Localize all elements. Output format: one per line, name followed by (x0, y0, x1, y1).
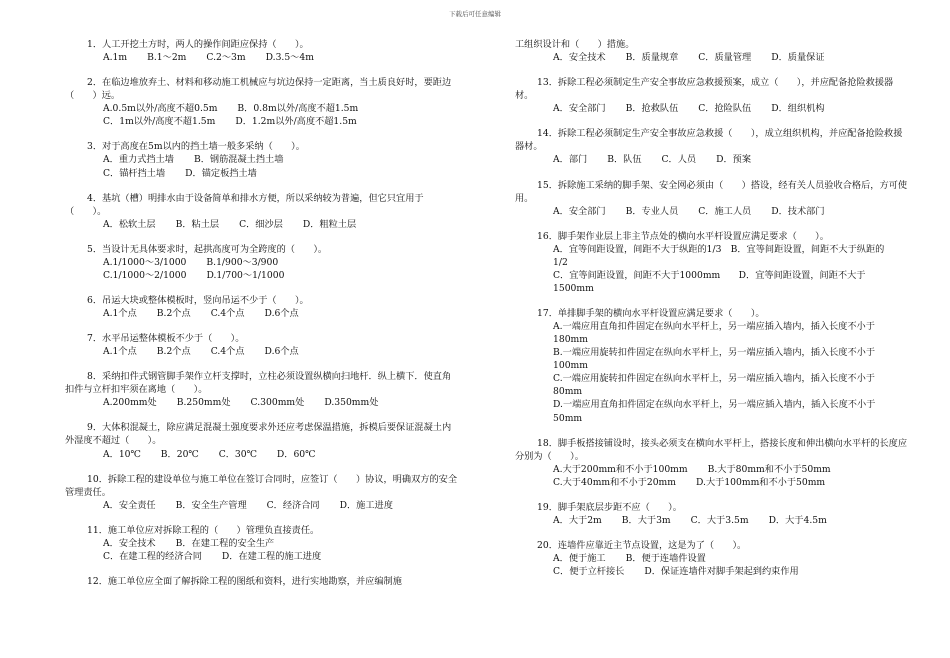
question-text: 工组织设计和（ ）措施。 (515, 39, 635, 50)
option: D．施工进度 (339, 499, 393, 511)
option: A.200mm处 (103, 397, 157, 409)
option: A．安全技术 (103, 537, 156, 549)
option-row (65, 256, 460, 269)
question-text: 7．水平吊运整体模板不少于（ ）。 (87, 333, 245, 345)
option: B.一端应用旋转扣件固定在纵向水平杆上，另一端应插入墙内，插入长度不小于100mm (553, 347, 876, 372)
option: C.大于40mm和不小于20mm (553, 476, 676, 488)
option: C.300mm处 (250, 397, 305, 409)
option: C．1m以外/高度不超1.5m (103, 116, 216, 128)
option: A．宜等间距设置，间距不大于纵距的1/3 B．宜等间距设置，间距不大于纵距的1/2 (553, 243, 885, 268)
option: A.大于200mm和不小于100mm (553, 463, 688, 475)
question-text: 5．当设计无具体要求时，起拱高度可为全跨度的（ ）。 (87, 243, 328, 255)
option-row (65, 448, 460, 461)
option: B．质量规章 (625, 52, 679, 64)
option: B．便于连墙件设置 (625, 553, 706, 564)
option: C.一端应用旋转扣件固定在纵向水平杆上，另一端应插入墙内，插入长度不小于80mm (553, 373, 875, 398)
option: A.一端应用直角扣件固定在纵向水平杆上，另一端应插入墙内，插入长度不小于180mm (553, 321, 875, 346)
option: B．20℃ (160, 448, 199, 460)
option-row (515, 320, 907, 346)
question (65, 524, 460, 563)
page-header: 下载后可任意编辑 (449, 10, 501, 18)
question (515, 437, 907, 489)
option: C.4个点 (210, 346, 245, 358)
option: B．粘土层 (175, 218, 220, 230)
option: D.6个点 (264, 346, 299, 358)
option-row (65, 167, 460, 180)
option-row (65, 396, 460, 409)
question (65, 421, 460, 460)
option: C．30℃ (218, 448, 257, 460)
option: D．在建工程的施工进度 (221, 550, 322, 562)
option: C．质量管理 (698, 52, 752, 64)
question (65, 294, 460, 320)
option: B．专业人员 (625, 205, 679, 217)
option-row (515, 243, 907, 269)
option: B．在建工程的安全生产 (175, 537, 275, 549)
option: A．大于2m (553, 514, 602, 526)
question (515, 230, 907, 295)
option-row (65, 153, 460, 166)
option: C．在建工程的经济合同 (103, 550, 202, 562)
option-row (515, 346, 907, 372)
option-row (515, 514, 907, 527)
option-row (515, 565, 907, 578)
option: C．锚杆挡土墙 (103, 167, 166, 179)
question-text: 14．拆除工程必须制定生产安全事故应急救援（ ），成立组织机构，并应配备抢险救援器材。 (515, 128, 903, 153)
question-text: 3．对于高度在5m以内的挡土墙一般多采纳（ ）。 (87, 141, 305, 153)
option-row (515, 552, 907, 565)
option-row (65, 51, 460, 64)
option-row (65, 269, 460, 282)
option: D．组织机构 (771, 103, 825, 115)
option: C．大于3.5m (690, 514, 749, 526)
question-text: 10．拆除工程的建设单位与施工单位在签订合同时，应签订（ ）协议，明确双方的安全管理责任。 (65, 473, 458, 498)
option-row (515, 463, 907, 476)
question-text: 1．人工开挖土方时，两人的操作间距应保持（ ）。 (87, 39, 309, 50)
question (65, 76, 460, 128)
option: D.大于100mm和不小于50mm (695, 476, 826, 488)
question-text: 9．大体积混凝土，除应满足混凝土强度要求外还应考虑保温措施，拆模后要保证混凝土内外湿度不超过（ ）。 (65, 422, 452, 447)
option-row (515, 269, 907, 295)
question-text: 18．脚手板搭接铺设时，接头必须支在横向水平杆上，搭接长度和伸出横向水平杆的长度应分别为（ ）。 (515, 437, 908, 462)
option-row (65, 499, 460, 512)
option: A．安全部门 (553, 205, 606, 217)
option: C．经济合同 (266, 499, 320, 511)
option-row (515, 398, 907, 424)
option: D．技术部门 (771, 205, 825, 217)
question-text: 16．脚手架作业层上非主节点处的横向水平杆设置应满足要求（ ）。 (537, 230, 829, 242)
question (65, 243, 460, 282)
question-text: 13．拆除工程必须制定生产安全事故应急救援预案，成立（ ），并应配备抢险救援器材。 (515, 77, 894, 102)
option: B.大于80mm和不小于50mm (707, 463, 831, 475)
option: D.一端应用直角扣件固定在纵向水平杆上，另一端应插入墙内，插入长度不小于50mm (553, 399, 876, 424)
question (515, 76, 907, 115)
question-text: 4．基坑（槽）明排水由于设备简单和排水方便，所以采纳较为普遍，但它只宜用于（ ）。 (65, 192, 424, 217)
question-text: 20．连墙件应靠近主节点设置，这是为了（ ）。 (537, 539, 747, 551)
option: D.3.5～4m (265, 52, 314, 64)
option: D．60℃ (276, 448, 316, 460)
option: A.1m (103, 52, 128, 64)
option: D.1/700～1/1000 (206, 269, 285, 281)
option-row (515, 205, 907, 218)
option: B．队伍 (607, 154, 642, 166)
option: B.2个点 (156, 308, 191, 319)
option-row (65, 115, 460, 128)
question (515, 501, 907, 527)
question-text: 17．单排脚手架的横向水平杆设置应满足要求（ ）。 (537, 308, 765, 319)
option: D．粗粒土层 (302, 218, 357, 230)
option: D.6个点 (264, 308, 299, 319)
option: B．安全生产管理 (175, 499, 247, 511)
option: C．人员 (661, 154, 697, 166)
option: D．质量保证 (771, 52, 825, 64)
option: D．1.2m以外/高度不超1.5m (235, 116, 357, 128)
option: A．部门 (553, 154, 588, 166)
option-row (65, 218, 460, 231)
option: D．预案 (716, 154, 752, 166)
question (515, 307, 907, 425)
question (515, 539, 907, 578)
question (65, 332, 460, 358)
option-row (515, 51, 907, 64)
option: B.1/900～3/900 (206, 256, 279, 268)
question (65, 140, 460, 179)
option: A.0.5m以外/高度不超0.5m (103, 103, 218, 115)
option: B．钢筋混凝土挡土墙 (193, 154, 284, 166)
question (65, 38, 460, 64)
option-row (515, 476, 907, 489)
option: A．便于施工 (553, 553, 606, 564)
option: D.350mm处 (324, 397, 379, 409)
option-row (65, 550, 460, 563)
option: D．大于4.5m (768, 514, 827, 526)
option: A．10℃ (103, 448, 141, 460)
option-row (515, 372, 907, 398)
question-text: 2．在临边堆放弃土、材料和移动施工机械应与坑边保持一定距离，当土质良好时，要距边（ ）远。 (65, 77, 452, 102)
question-text: 19．脚手架底层步距不应（ ）。 (537, 501, 682, 513)
question (515, 127, 907, 166)
option: C．施工人员 (698, 205, 752, 217)
option: D．锚定板挡土墙 (185, 167, 257, 179)
option: A．安全部门 (553, 103, 606, 115)
option: B.250mm处 (176, 397, 231, 409)
option-row (65, 102, 460, 115)
question (65, 370, 460, 409)
question (65, 192, 460, 231)
option: C．便于立杆接长 (553, 566, 625, 578)
question-continuation (515, 38, 907, 64)
option: A.1个点 (103, 308, 137, 319)
question (65, 473, 460, 512)
option: B．0.8m以外/高度不超1.5m (237, 103, 359, 115)
option: A．安全责任 (103, 499, 156, 511)
question-text: 6．吊运大块或整体模板时，竖向吊运不少于（ ）。 (87, 294, 309, 306)
option: A．松软土层 (103, 218, 156, 230)
question (515, 179, 907, 218)
option-row (65, 537, 460, 550)
question-text: 8．采纳扣件式钢管脚手架作立杆支撑时，立柱必须设置纵横向扫地杆．纵上横下．使直角扣件与立杆扣牢须在离地（ ）。 (65, 371, 452, 396)
question-text: 11．施工单位应对拆除工程的（ ）管理负直接责任。 (87, 524, 320, 536)
option-row (65, 307, 460, 320)
option: C.1/1000～2/1000 (103, 269, 187, 281)
left-column (65, 38, 460, 600)
option: C.4个点 (210, 308, 245, 319)
option: A.1个点 (103, 346, 137, 358)
option-row (515, 153, 907, 166)
option: A.1/1000～3/1000 (103, 256, 187, 268)
option: B.2个点 (156, 346, 191, 358)
option: B．抢救队伍 (625, 103, 679, 115)
question (65, 575, 460, 588)
question-text: 12．施工单位应全面了解拆除工程的图纸和资料，进行实地勘察，并应编制施 (87, 575, 402, 587)
option: B.1～2m (147, 52, 187, 64)
option: C.2～3m (206, 52, 246, 64)
right-column (515, 38, 907, 590)
question-text: 15．拆除施工采纳的脚手架、安全网必须由（ ）搭设，经有关人员验收合格后，方可使用。 (515, 179, 908, 204)
option: D．保证连墙件对脚手架起到约束作用 (644, 566, 799, 578)
option: A．安全技术 (553, 52, 606, 64)
option: A．重力式挡土墙 (103, 154, 174, 166)
option: C．宜等间距设置，间距不大于1000mm D．宜等间距设置，间距不大于1500mm (553, 269, 866, 294)
option-row (65, 345, 460, 358)
option: C．细沙层 (239, 218, 283, 230)
option: C．抢险队伍 (698, 103, 752, 115)
option-row (515, 102, 907, 115)
option: B．大于3m (621, 514, 671, 526)
